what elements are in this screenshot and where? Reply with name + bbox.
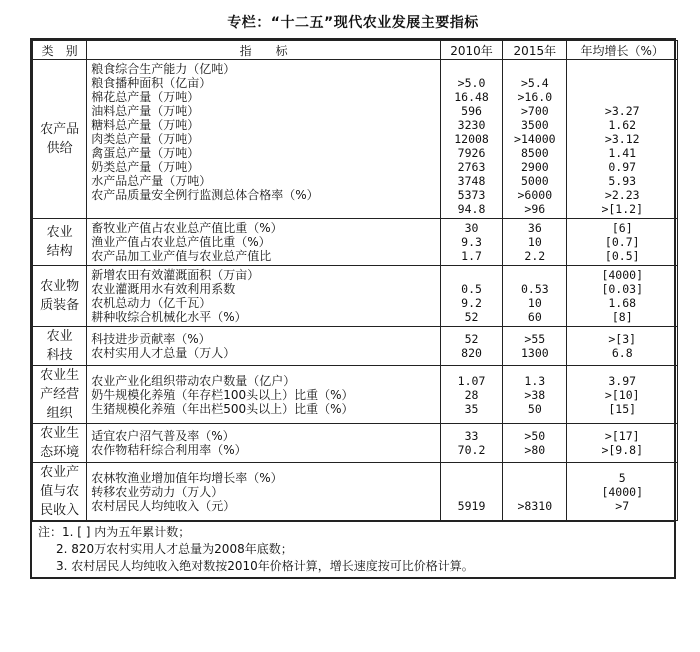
table-line: 6.8 (611, 346, 633, 360)
header-row (33, 41, 678, 60)
table-line: 1.3 (524, 373, 546, 388)
header-indicator: 指 标 (87, 41, 441, 60)
category-cell: 农业 结构 (33, 219, 87, 266)
table-line: 农产品加工业产值与农业总产值比 (91, 249, 272, 263)
table-line: 1.41 (608, 146, 637, 160)
table-line: >80 (524, 443, 546, 457)
value-2010-cell (440, 463, 502, 521)
table-line: 52 (464, 332, 479, 346)
indicator-cell (87, 60, 441, 219)
table-line: 畜牧业产值占农业总产值比重（%） (91, 221, 283, 235)
indicator-cell (87, 266, 441, 327)
table-line: [4000] (601, 268, 643, 282)
table-line: 16.48 (454, 90, 489, 104)
indicator-cell (87, 463, 441, 521)
table-line: 农机总动力（亿千瓦） (91, 296, 212, 310)
value-2010-cell (440, 266, 502, 327)
table-line: 粮食播种面积（亿亩） (91, 76, 212, 90)
table-line: 9.3 (461, 235, 482, 249)
table-line: 52 (464, 310, 479, 324)
table-line: >[10] (604, 387, 640, 402)
table-line (441, 62, 502, 76)
table-line: [0.5] (604, 249, 640, 263)
value-2010-cell (440, 219, 502, 266)
table-line: >16.0 (517, 90, 553, 104)
table-line: 粮食综合生产能力（亿吨） (91, 62, 236, 76)
growth-cell (567, 366, 678, 424)
table-title: 专栏：“十二五”现代农业发展主要指标 (227, 15, 479, 31)
table-line: 农作物秸秆综合利用率（%） (91, 443, 247, 457)
table-line: >[17] (604, 429, 640, 443)
table-line: [4000] (601, 484, 643, 499)
growth-cell (567, 327, 678, 366)
table-line: [0.7] (604, 235, 640, 249)
table-line: >3.12 (604, 132, 640, 146)
table-line: 农林牧渔业增加值年均增长率（%） (91, 470, 283, 485)
table-line: >96 (524, 202, 546, 216)
table-line: 肉类总产量（万吨） (91, 132, 200, 146)
table-line: 1300 (520, 346, 549, 360)
table-line: 新增农田有效灌溉面积（万亩） (91, 268, 260, 282)
table-line: 10 (527, 296, 542, 310)
growth-cell (567, 424, 678, 463)
table-line (567, 76, 677, 90)
table-line: 5.93 (608, 174, 637, 188)
table-line: 农业灌溉用水有效利用系数 (91, 282, 236, 296)
group-row (33, 327, 678, 366)
table-line: 奶牛规模化养殖（年存栏100头以上）比重（%） (91, 387, 354, 402)
document-page (30, 8, 676, 579)
table-line: 94.8 (457, 202, 486, 216)
table-notes (32, 521, 674, 577)
table-line: >3.27 (604, 104, 640, 118)
table-line: 0.53 (520, 282, 549, 296)
table-line: 5 (618, 470, 626, 485)
table-line: >8310 (517, 498, 553, 513)
table-line: >50 (524, 429, 546, 443)
category-cell: 农业 科技 (33, 327, 87, 366)
table-line: 奶类总产量（万吨） (91, 160, 200, 174)
value-2015-cell (503, 266, 567, 327)
table-line: 糖料总产量（万吨） (91, 118, 200, 132)
table-line (441, 485, 502, 499)
table-line: 5919 (457, 498, 486, 513)
table-line: 596 (461, 104, 482, 118)
table-line: >7 (615, 498, 630, 513)
value-2010-cell (440, 327, 502, 366)
table-line: >[3] (608, 332, 637, 346)
table-line: >5.0 (457, 76, 486, 90)
table-line: 1.07 (457, 373, 486, 388)
table-line: >[1.2] (601, 202, 643, 216)
table-line: 33 (464, 429, 479, 443)
table-line: 科技进步贡献率（%） (91, 332, 211, 346)
header-2010: 2010年 (440, 41, 502, 60)
value-2010-cell (440, 366, 502, 424)
table-line (503, 471, 566, 485)
table-line: 适宜农户沼气普及率（%） (91, 429, 235, 443)
group-row (33, 424, 678, 463)
table-line: 水产品总产量（万吨） (91, 174, 212, 188)
table-line: 农产品质量安全例行监测总体合格率（%） (91, 188, 319, 202)
table-line: 禽蛋总产量（万吨） (91, 146, 200, 160)
indicator-cell (87, 219, 441, 266)
value-2010-cell (440, 60, 502, 219)
table-line: 0.97 (608, 160, 637, 174)
group-row (33, 219, 678, 266)
table-line: 1.68 (608, 296, 637, 310)
table-line: 转移农业劳动力（万人） (91, 484, 224, 499)
table-line: 60 (527, 310, 542, 324)
table-line: 8500 (520, 146, 549, 160)
table-line: [0.03] (601, 282, 643, 296)
table-line: 12008 (454, 132, 489, 146)
category-cell: 农业产 值与农 民收入 (33, 463, 87, 521)
category-cell: 农业生 产经营 组织 (33, 366, 87, 424)
value-2010-cell (440, 424, 502, 463)
value-2015-cell (503, 424, 567, 463)
table-line: >2.23 (604, 188, 640, 202)
table-line: >14000 (514, 132, 556, 146)
table-line: 3230 (457, 118, 486, 132)
table-line (567, 90, 677, 104)
indicator-table (32, 40, 678, 521)
table-line: 28 (464, 387, 479, 402)
table-line (503, 62, 566, 76)
group-row (33, 463, 678, 521)
table-line: 农业产业化组织带动农户数量（亿户） (91, 373, 296, 388)
note-3: 3. 农村居民人均纯收入绝对数按2010年价格计算，增长速度按可比价格计算。 (56, 559, 474, 573)
table-line: >5.4 (520, 76, 549, 90)
value-2015-cell (503, 60, 567, 219)
indicator-cell (87, 366, 441, 424)
table-line: 7926 (457, 146, 486, 160)
value-2015-cell (503, 463, 567, 521)
table-line: 2900 (520, 160, 549, 174)
header-growth: 年均增长（%） (567, 41, 678, 60)
category-cell: 农业生 态环境 (33, 424, 87, 463)
table-line: 棉花总产量（万吨） (91, 90, 200, 104)
table-line: 30 (464, 221, 479, 235)
growth-cell (567, 266, 678, 327)
table-line: 0.5 (461, 282, 482, 296)
table-line: [6] (611, 221, 633, 235)
table-line: >38 (524, 387, 546, 402)
table-line: 3500 (520, 118, 549, 132)
group-row (33, 60, 678, 219)
table-line: 1.7 (461, 249, 482, 263)
table-line (441, 471, 502, 485)
table-line: 2.2 (524, 249, 546, 263)
table-line: 油料总产量（万吨） (91, 104, 200, 118)
table-line: >[9.8] (601, 443, 643, 457)
table-line (91, 202, 440, 216)
table-line: 农村居民人均纯收入（元） (91, 498, 236, 513)
table-line: 2763 (457, 160, 486, 174)
group-row (33, 366, 678, 424)
table-line: 9.2 (461, 296, 482, 310)
table-line: >700 (520, 104, 549, 118)
value-2015-cell (503, 366, 567, 424)
category-cell: 农产品 供给 (33, 60, 87, 219)
growth-cell (567, 463, 678, 521)
table-line: 农村实用人才总量（万人） (91, 346, 236, 360)
table-line: 3748 (457, 174, 486, 188)
table-line: >55 (524, 332, 546, 346)
table-line: [15] (608, 401, 637, 416)
header-category: 类 别 (33, 41, 87, 60)
table-line: 渔业产值占农业总产值比重（%） (91, 235, 271, 249)
table-line (503, 268, 566, 282)
growth-cell (567, 219, 678, 266)
table-line: >6000 (517, 188, 553, 202)
table-line: 5373 (457, 188, 486, 202)
table-line (567, 62, 677, 76)
table-line: 36 (527, 221, 542, 235)
table-line: 70.2 (457, 443, 486, 457)
indicator-cell (87, 327, 441, 366)
table-line: 50 (527, 401, 542, 416)
value-2015-cell (503, 327, 567, 366)
table-line: 820 (461, 346, 482, 360)
table-line: 35 (464, 401, 479, 416)
category-cell: 农业物 质装备 (33, 266, 87, 327)
table-line (503, 485, 566, 499)
indicator-cell (87, 424, 441, 463)
header-2015: 2015年 (503, 41, 567, 60)
growth-cell (567, 60, 678, 219)
note-1: 注：1. [ ] 内为五年累计数； (38, 525, 191, 539)
table-line: 5000 (520, 174, 549, 188)
group-row (33, 266, 678, 327)
table-line: 生猪规模化养殖（年出栏500头以上）比重（%） (91, 401, 354, 416)
table-frame (30, 38, 676, 579)
value-2015-cell (503, 219, 567, 266)
table-line (441, 268, 502, 282)
table-line: 10 (527, 235, 542, 249)
table-line: [8] (611, 310, 633, 324)
note-2: 2. 820万农村实用人才总量为2008年底数； (56, 542, 293, 556)
table-line: 3.97 (608, 373, 637, 388)
table-line: 1.62 (608, 118, 637, 132)
table-line: 耕种收综合机械化水平（%） (91, 310, 247, 324)
